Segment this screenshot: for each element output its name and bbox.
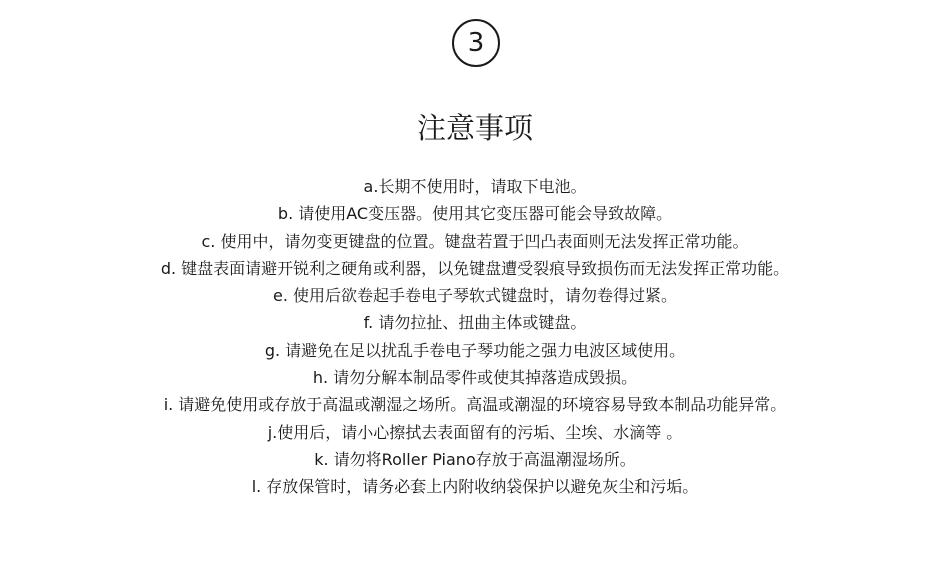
precaution-item-l: l. 存放保管时，请务必套上内附收纳袋保护以避免灰尘和污垢。 [251,477,699,497]
step-number-badge [452,19,500,67]
precaution-item-f: f. 请勿拉扯、扭曲主体或键盘。 [363,313,587,333]
precaution-item-k: k. 请勿将Roller Piano存放于高温潮湿场所。 [314,449,636,469]
precaution-item-a: a.长期不使用时，请取下电池。 [363,177,587,196]
precaution-item-i: i. 请避免使用或存放于高温或潮湿之场所。高温或潮湿的环境容易导致本制品功能异常。 [163,395,787,415]
step-number: 3 [467,28,485,58]
precaution-item-g: g. 请避免在足以扰乱手卷电子琴功能之强力电波区域使用。 [264,340,686,360]
precautions-list [0,173,950,501]
precaution-item-j: j.使用后，请小心擦拭去表面留有的污垢、尘埃、水滴等 。 [267,422,683,442]
page-title: 注意事项 [416,111,533,145]
precaution-item-c: c. 使用中，请勿变更键盘的位置。键盘若置于凹凸表面则无法发挥正常功能。 [201,231,749,251]
precaution-item-h: h. 请勿分解本制品零件或使其掉落造成毁损。 [312,368,638,388]
precaution-item-e: e. 使用后欲卷起手卷电子琴软式键盘时，请勿卷得过紧。 [272,286,678,306]
precaution-item-b: b. 请使用AC变压器。使用其它变压器可能会导致故障。 [277,204,673,224]
precaution-item-d: d. 键盘表面请避开锐利之硬角或利器，以免键盘遭受裂痕导致损伤而无法发挥正常功能。 [160,258,790,278]
